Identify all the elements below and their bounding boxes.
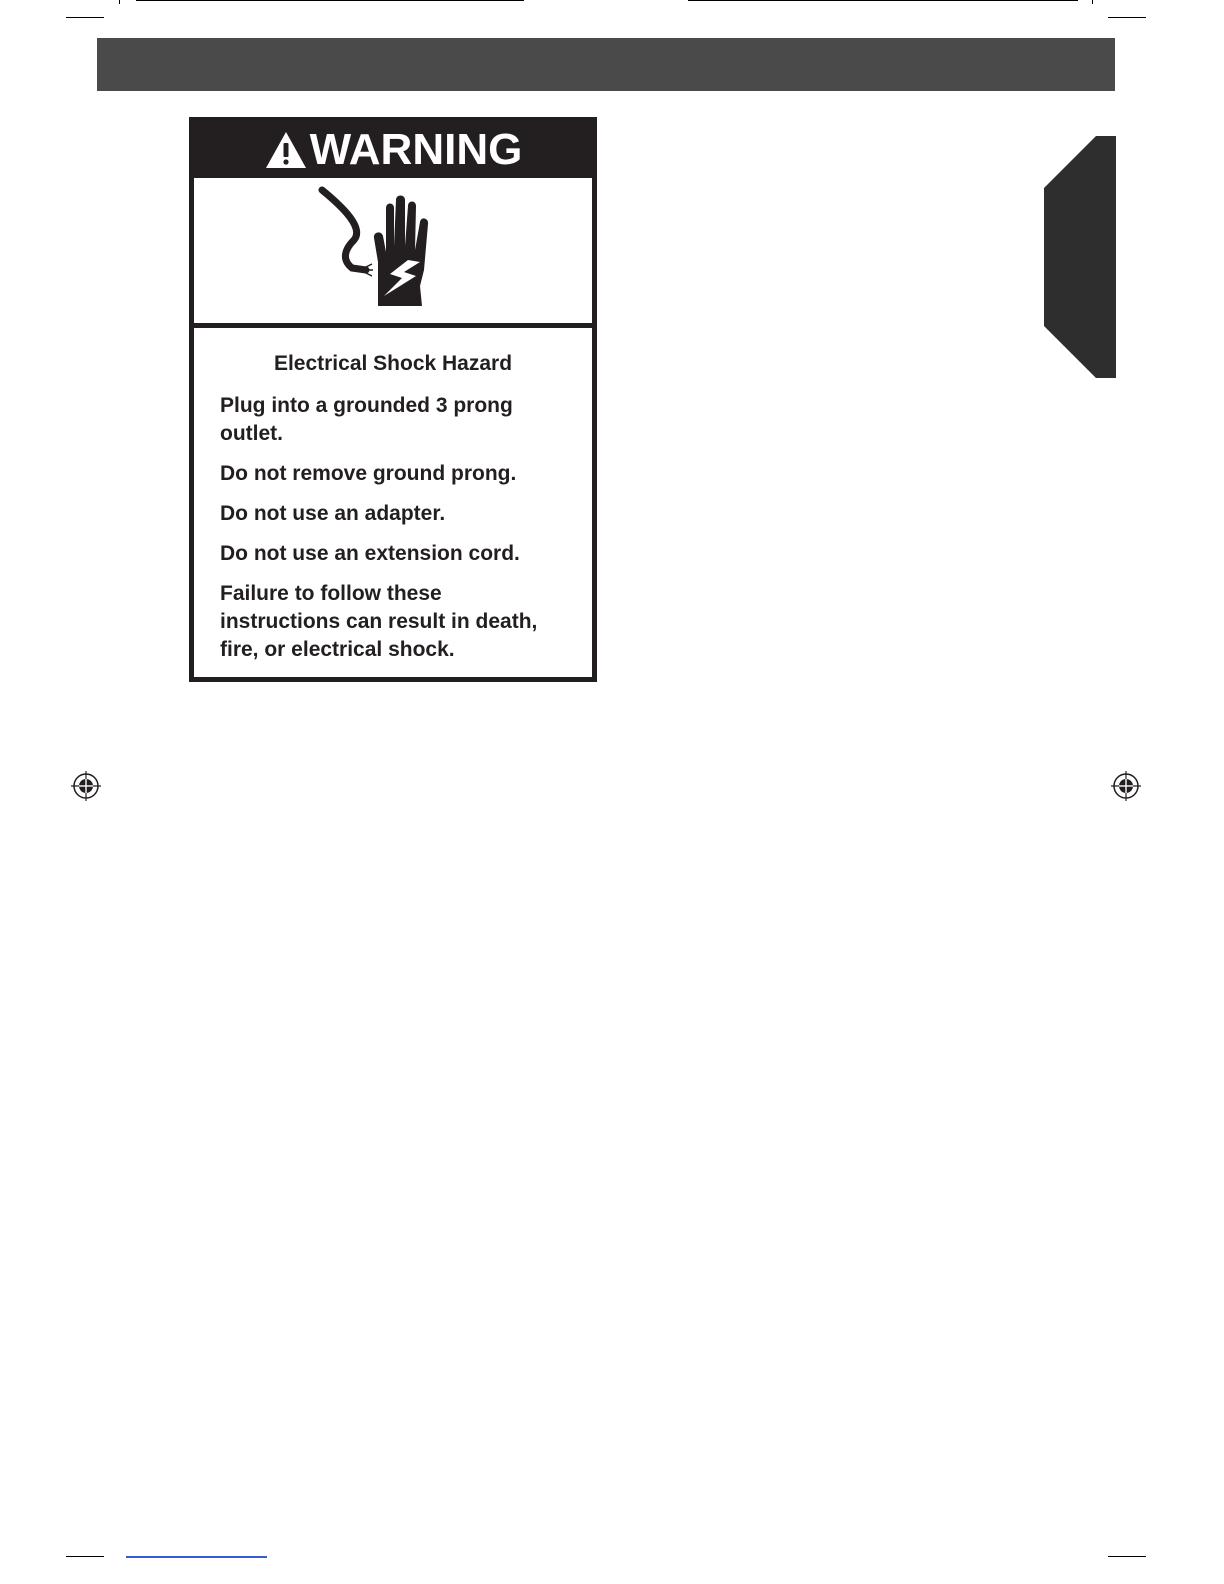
crop-mark-bottom-left-h — [66, 1556, 104, 1557]
warning-line: Do not use an extension cord. — [220, 542, 520, 565]
warning-line: instructions can result in death, — [220, 610, 538, 633]
electrical-shock-hand-icon — [194, 178, 592, 323]
side-tab — [1044, 136, 1116, 378]
registration-mark-icon — [71, 771, 101, 801]
warning-box — [189, 117, 597, 682]
warning-title: WARNING — [309, 125, 523, 174]
warning-line: Do not use an adapter. — [220, 502, 446, 525]
header-bar — [97, 38, 1115, 91]
warning-line: outlet. — [220, 422, 283, 445]
crop-mark-top-left-h — [66, 17, 104, 18]
crop-mark-top-right-h — [1108, 17, 1146, 18]
crop-mark-bottom-right-h — [1108, 1556, 1146, 1557]
warning-triangle-icon — [264, 130, 308, 170]
hazard-title: Electrical Shock Hazard — [273, 352, 513, 375]
warning-line: Failure to follow these — [220, 582, 442, 605]
warning-header — [194, 122, 592, 178]
registration-mark-icon — [1111, 771, 1141, 801]
warning-line: Do not remove ground prong. — [220, 462, 517, 485]
crop-mark-top-right-v — [1092, 0, 1093, 4]
crop-mark-top-left-v — [119, 0, 120, 4]
pictogram-area — [194, 178, 592, 323]
crop-mark-top-rule-left — [136, 0, 524, 1]
crop-mark-top-rule-right — [688, 0, 1078, 1]
pictogram-divider — [194, 323, 592, 328]
bottom-rule — [126, 1556, 267, 1558]
warning-line: fire, or electrical shock. — [220, 638, 455, 661]
warning-line: Plug into a grounded 3 prong — [220, 394, 513, 417]
